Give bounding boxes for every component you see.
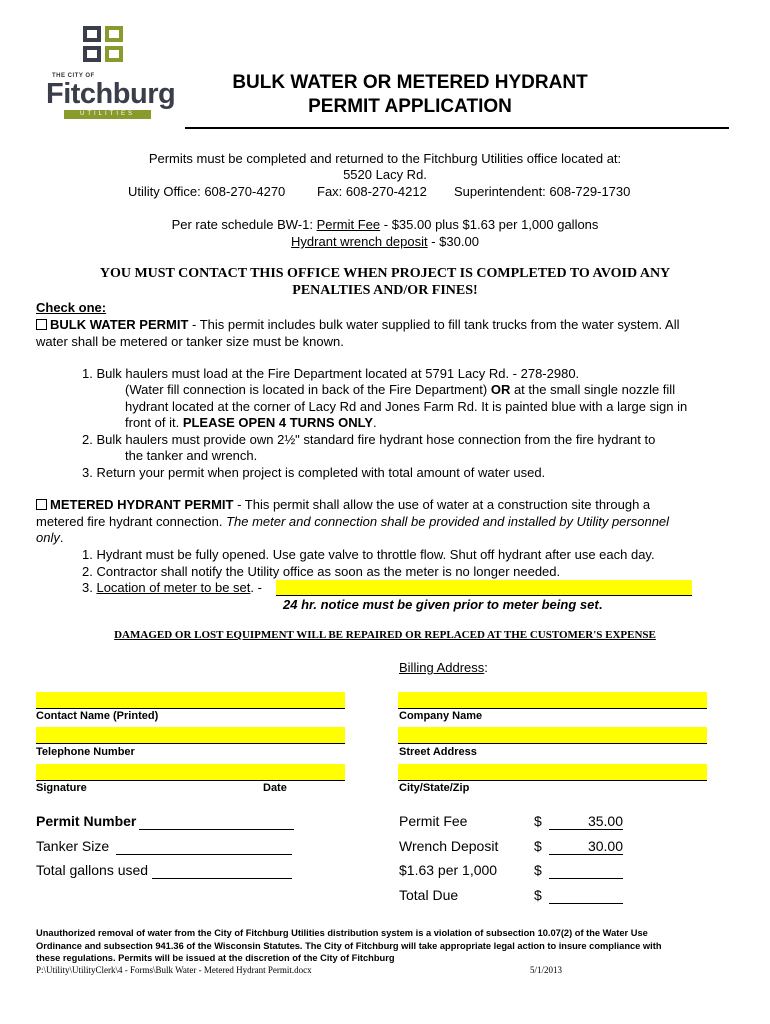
bulk-item-1b-or: OR — [490, 382, 511, 397]
city-state-zip-input[interactable] — [398, 764, 707, 781]
metered-hydrant-option — [36, 497, 650, 512]
logo-subtitle: UTILITIES — [64, 110, 151, 119]
telephone-label: Telephone Number — [36, 746, 135, 758]
fee-wrench-currency: $ — [534, 838, 542, 854]
deposit-label: Hydrant wrench deposit — [291, 234, 428, 249]
fee-permit-label: Permit Fee — [399, 813, 468, 829]
logo-tile-inner — [109, 50, 119, 58]
fax-number: Fax: 608-270-4212 — [317, 184, 427, 199]
metered-item-1: 1. Hydrant must be fully opened. Use gate valve to throttle flow. Shut off hydrant after use each day. — [82, 547, 655, 562]
fee-per-1000-currency: $ — [534, 862, 542, 878]
metered-item-2: 2. Contractor shall notify the Utility office as soon as the meter is no longer needed. — [82, 564, 561, 579]
fee-wrench-value: 30.00 — [549, 838, 623, 855]
rate-prefix: Per rate schedule BW-1: — [171, 217, 317, 232]
telephone-input[interactable] — [36, 727, 345, 744]
bulk-item-2: 2. Bulk haulers must provide own 2½" standard fire hydrant hose connection from the fire hydrant to — [82, 432, 656, 447]
bulk-water-checkbox[interactable] — [36, 319, 47, 330]
total-gallons-input[interactable] — [152, 862, 292, 879]
page-title-line2: PERMIT APPLICATION — [308, 96, 512, 117]
bulk-item-1d-c: . — [373, 415, 377, 430]
metered-desc-2b: The meter and connection shall be provided and installed by Utility personnel — [226, 514, 670, 529]
signature-label: Signature — [36, 782, 87, 794]
bulk-item-2b: the tanker and wrench. — [125, 448, 258, 463]
revision-date: 5/1/2013 — [530, 965, 563, 975]
bulk-item-1: 1. Bulk haulers must load at the Fire Department located at 5791 Lacy Rd. - 278-2980. — [82, 366, 580, 381]
total-due-input[interactable] — [549, 887, 623, 904]
bulk-water-desc-cont: water shall be metered or tanker size must be known. — [36, 334, 344, 349]
fee-permit-value: 35.00 — [549, 813, 623, 830]
contact-name-input[interactable] — [36, 692, 345, 709]
metered-desc-only: only — [36, 530, 60, 545]
logo-name: Fitchburg — [46, 78, 176, 110]
city-state-zip-label: City/State/Zip — [399, 782, 470, 794]
completion-warning: YOU MUST CONTACT THIS OFFICE WHEN PROJECT IS COMPLETED TO AVOID ANY — [99, 266, 671, 281]
metered-hydrant-desc: - This permit shall allow the use of water at a construction site through a — [233, 497, 651, 512]
deposit-text: - $30.00 — [427, 234, 479, 249]
contact-name-label: Contact Name (Printed) — [36, 710, 159, 722]
permit-number-input[interactable] — [139, 813, 294, 830]
metered-item-3c: . - — [250, 580, 262, 595]
bulk-item-1d — [125, 415, 377, 430]
completion-warning-line2: PENALTIES AND/OR FINES! — [292, 283, 478, 298]
bulk-item-1c: hydrant located at the corner of Lacy Rd and Jones Farm Rd. It is painted blue with a large sign in — [125, 399, 688, 414]
metered-item-3a: 3. — [82, 580, 97, 595]
check-one-label: Check one: — [36, 300, 107, 315]
total-due-currency: $ — [534, 887, 542, 903]
contact-intro: Permits must be completed and returned to the Fitchburg Utilities office located at: — [148, 151, 622, 166]
legal-line-3: these regulations. Permits will be issued at the discretion of the City of Fitchburg — [36, 953, 395, 963]
legal-line-1: Unauthorized removal of water from the City of Fitchburg Utilities distribution system is a violation of subsection 10.07(2) of the Water Use — [36, 928, 648, 938]
bulk-water-desc: - This permit includes bulk water supplied to fill tank trucks from the water system. All — [188, 317, 680, 332]
metered-desc-cont — [36, 514, 669, 529]
street-address-label: Street Address — [399, 746, 477, 758]
billing-address-heading — [399, 660, 488, 675]
open-turns-notice: PLEASE OPEN 4 TURNS ONLY — [182, 415, 374, 430]
signature-input[interactable] — [36, 764, 345, 781]
logo-tile-inner — [87, 30, 97, 38]
metered-hydrant-checkbox[interactable] — [36, 499, 47, 510]
notice-24hr: 24 hr. notice must be given prior to meter being set — [283, 597, 599, 612]
notice-period: . — [598, 597, 603, 612]
logo-city-of: THE CITY OF — [52, 73, 95, 79]
office-address: 5520 Lacy Rd. — [343, 167, 427, 182]
meter-location-input[interactable] — [276, 580, 692, 596]
notice-line — [283, 597, 602, 612]
legal-line-2: Ordinance and subsection 941.36 of the Wisconsin Statutes. The City of Fitchburg will take appropriate legal action to insure compliance with — [36, 941, 662, 951]
metered-desc-3 — [36, 530, 63, 545]
title-rule — [185, 127, 729, 129]
page-title: BULK WATER OR METERED HYDRANT — [232, 72, 588, 93]
billing-address-colon: : — [484, 660, 488, 675]
company-name-label: Company Name — [399, 710, 483, 722]
date-label: Date — [263, 782, 287, 794]
bulk-item-1b-b: at the small single nozzle fill — [510, 382, 676, 397]
superintendent-phone: Superintendent: 608-729-1730 — [454, 184, 631, 199]
bulk-item-1b — [125, 382, 675, 397]
bulk-item-1d-a: front of it. — [125, 415, 183, 430]
rate-schedule — [0, 217, 770, 232]
utility-office-phone: Utility Office: 608-270-4270 — [128, 184, 286, 199]
bulk-item-1b-a: (Water fill connection is located in back of the Fire Department) — [125, 382, 491, 397]
tanker-size-input[interactable] — [116, 838, 292, 855]
logo-tile-inner — [87, 50, 97, 58]
bulk-water-title: BULK WATER PERMIT — [50, 317, 189, 332]
total-due-label: Total Due — [399, 887, 459, 903]
metered-desc-2a: metered fire hydrant connection. — [36, 514, 227, 529]
city-logo — [83, 26, 127, 66]
fee-per-1000-input[interactable] — [549, 862, 623, 879]
deposit-line — [0, 234, 770, 249]
permit-fee-text: - $35.00 plus $1.63 per 1,000 gallons — [380, 217, 599, 232]
logo-tile-inner — [109, 30, 119, 38]
fee-permit-currency: $ — [534, 813, 542, 829]
fee-per-1000-label: $1.63 per 1,000 — [399, 862, 498, 878]
metered-hydrant-title: METERED HYDRANT PERMIT — [50, 497, 234, 512]
company-name-input[interactable] — [398, 692, 707, 709]
permit-fee-label: Permit Fee — [316, 217, 381, 232]
tanker-size-label: Tanker Size — [36, 838, 110, 854]
total-gallons-label: Total gallons used — [36, 862, 149, 878]
metered-item-3 — [82, 580, 262, 595]
fee-wrench-label: Wrench Deposit — [399, 838, 499, 854]
permit-number-label: Permit Number — [36, 813, 137, 829]
meter-location-label: Location of meter to be set — [96, 580, 251, 595]
bulk-item-3: 3. Return your permit when project is completed with total amount of water used. — [82, 465, 546, 480]
bulk-water-option — [36, 317, 679, 332]
file-path: P:\Utility\UtilityClerk\4 - Forms\Bulk Water - Metered Hydrant Permit.docx — [36, 965, 312, 975]
damage-notice: DAMAGED OR LOST EQUIPMENT WILL BE REPAIRED OR REPLACED AT THE CUSTOMER'S EXPENSE — [114, 629, 656, 641]
billing-address-label: Billing Address — [399, 660, 485, 675]
metered-desc-period: . — [59, 530, 64, 545]
street-address-input[interactable] — [398, 727, 707, 744]
